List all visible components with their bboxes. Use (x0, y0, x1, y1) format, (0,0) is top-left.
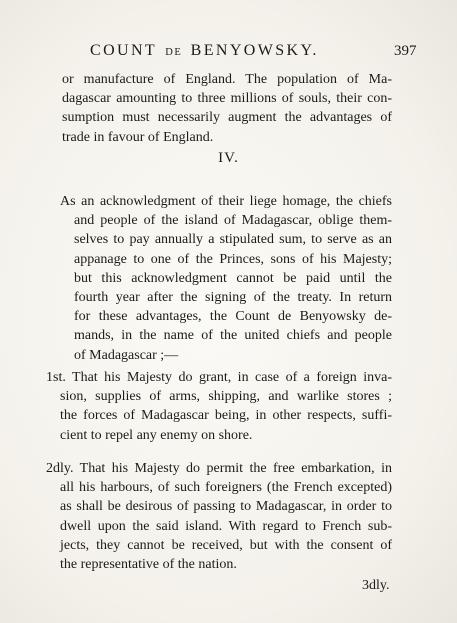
header-title-de: DE (165, 47, 183, 58)
header-title-name: BENYOWSKY. (190, 42, 319, 59)
section-paragraph (60, 192, 392, 365)
text-line: dwell upon the said island. With regard to French sub- (60, 518, 392, 534)
catchword: 3dly. (362, 578, 390, 593)
text-line: mands, in the name of the united chiefs and people (74, 328, 392, 344)
text-line: for these advantages, the Count de Benyowsky de- (74, 309, 392, 325)
text-line: jects, they cannot be received, but with the consent of (60, 537, 392, 553)
text-line: sumption must necessarily augment the advantages of (62, 110, 392, 126)
text-line: of Madagascar ;— (74, 347, 179, 363)
running-header (90, 42, 410, 60)
text-line: and people of the island of Madagascar, oblige them- (74, 213, 392, 229)
section-heading: IV. (218, 150, 239, 166)
text-line: sion, supplies of arms, shipping, and warlike stores ; (60, 389, 392, 405)
text-line: 1st. That his Majesty do grant, in case of a foreign inva- (46, 370, 392, 385)
text-line: appanage to one of the Princes, sons of his Majesty; (74, 251, 392, 267)
page-number: 397 (394, 43, 417, 59)
text-line: As an acknowledgment of their liege homage, the chiefs (60, 194, 392, 209)
text-line: dagascar amounting to three millions of souls, their con- (62, 91, 392, 107)
item-first (46, 368, 392, 445)
text-line: 2dly. That his Majesty do permit the free embarkation, in (46, 461, 392, 476)
text-line: trade in favour of England. (62, 129, 214, 145)
text-line: all his harbours, of such foreigners (the French excepted) (60, 480, 392, 496)
item-second (46, 459, 392, 574)
text-line: fourth year after the signing of the treaty. In return (74, 290, 392, 306)
text-line: but this acknowledgment cannot be paid until the (74, 270, 392, 286)
text-line: the forces of Madagascar being, in other respects, suffi- (60, 408, 392, 424)
text-line: cient to repel any enemy on shore. (60, 427, 253, 443)
text-line: as shall be desirous of passing to Madagascar, in order to (60, 499, 392, 515)
intro-paragraph (62, 70, 392, 147)
header-title-count: COUNT (90, 42, 157, 59)
text-line: the representative of the nation. (60, 557, 237, 573)
text-line: selves to pay annually a stipulated sum, to serve as an (74, 232, 392, 248)
text-line: or manufacture of England. The population of Ma- (62, 72, 392, 87)
